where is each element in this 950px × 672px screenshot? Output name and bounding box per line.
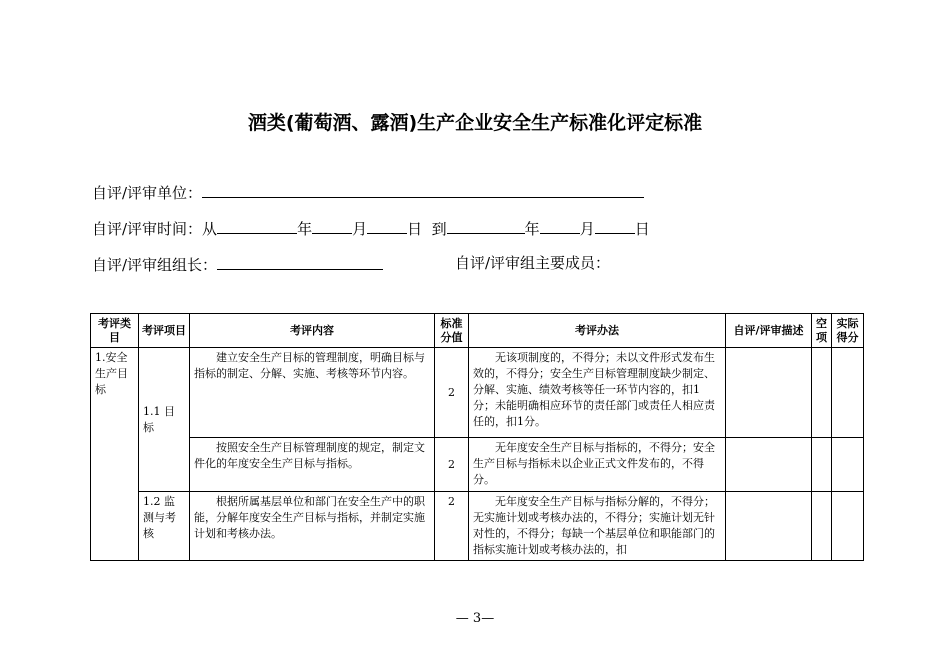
from-month-blank[interactable]	[312, 216, 352, 234]
actual-score-cell[interactable]	[832, 438, 864, 492]
category-cell: 1.安全生产目标	[91, 348, 139, 561]
description-cell[interactable]	[726, 492, 812, 561]
evaluation-table	[90, 313, 864, 561]
header-category: 考评类目	[91, 314, 139, 348]
to-year-blank[interactable]	[447, 216, 525, 234]
method-cell: 无年度安全生产目标与指标分解的，不得分；无实施计划或考核办法的，不得分；实施计划无针对性的，不得分；每缺一个基层单位和职能部门的指标实施计划或考核办法的，扣	[469, 492, 726, 561]
score-cell: 2	[435, 492, 469, 561]
header-empty-item: 空项	[812, 314, 832, 348]
score-cell: 2	[435, 438, 469, 492]
unit-blank[interactable]	[202, 180, 644, 198]
method-cell: 无该项制度的，不得分；未以文件形式发布生效的，不得分；安全生产目标管理制度缺少制定、分解、实施、绩效考核等任一环节内容的，扣1分；未能明确相应环节的责任部门或责任人相应责任的，扣1分。	[469, 348, 726, 438]
method-cell: 无年度安全生产目标与指标的，不得分；安全生产目标与指标未以企业正式文件发布的，不得分。	[469, 438, 726, 492]
day-label-2: 日	[634, 220, 650, 238]
content-cell: 根据所属基层单位和部门在安全生产中的职能，分解年度安全生产目标与指标，并制定实施计划和考核办法。	[190, 492, 435, 561]
page-number: — 3—	[455, 611, 495, 626]
header-method: 考评办法	[469, 314, 726, 348]
document-title: 酒类(葡萄酒、露酒)生产企业安全生产标准化评定标准	[247, 112, 703, 134]
header-description: 自评/评审描述	[726, 314, 812, 348]
leader-blank[interactable]	[217, 252, 383, 270]
unit-line	[92, 180, 644, 202]
actual-score-cell[interactable]	[832, 348, 864, 438]
table-row	[91, 492, 864, 561]
table-row	[91, 438, 864, 492]
members-label: 自评/评审组主要成员：	[455, 254, 611, 272]
item-cell-1-1: 1.1 目标	[139, 348, 190, 492]
members-line	[455, 252, 610, 274]
to-month-blank[interactable]	[540, 216, 580, 234]
actual-score-cell[interactable]	[832, 492, 864, 561]
content-cell: 建立安全生产目标的管理制度，明确目标与指标的制定、分解、实施、考核等环节内容。	[190, 348, 435, 438]
header-actual-score: 实际得分	[832, 314, 864, 348]
month-label-2: 月	[579, 220, 595, 238]
header-item: 考评项目	[139, 314, 190, 348]
year-label: 年	[297, 220, 313, 238]
from-day-blank[interactable]	[367, 216, 407, 234]
content-cell: 按照安全生产目标管理制度的规定，制定文件化的年度安全生产目标与指标。	[190, 438, 435, 492]
item-cell-1-2: 1.2 监测与考核	[139, 492, 190, 561]
header-score: 标准分值	[435, 314, 469, 348]
time-label: 自评/评审时间：从	[92, 220, 218, 238]
from-year-blank[interactable]	[217, 216, 297, 234]
header-content: 考评内容	[190, 314, 435, 348]
leader-line	[92, 252, 383, 274]
to-day-blank[interactable]	[595, 216, 635, 234]
to-label: 到	[431, 220, 447, 238]
table-row	[91, 348, 864, 438]
header-row	[91, 314, 864, 348]
month-label: 月	[352, 220, 368, 238]
empty-item-cell[interactable]	[812, 348, 832, 438]
empty-item-cell[interactable]	[812, 438, 832, 492]
year-label-2: 年	[524, 220, 540, 238]
score-cell: 2	[435, 348, 469, 438]
description-cell[interactable]	[726, 438, 812, 492]
empty-item-cell[interactable]	[812, 492, 832, 561]
leader-label: 自评/评审组组长：	[92, 256, 218, 274]
time-line	[92, 216, 650, 238]
unit-label: 自评/评审单位：	[92, 184, 203, 202]
description-cell[interactable]	[726, 348, 812, 438]
day-label: 日	[407, 220, 423, 238]
